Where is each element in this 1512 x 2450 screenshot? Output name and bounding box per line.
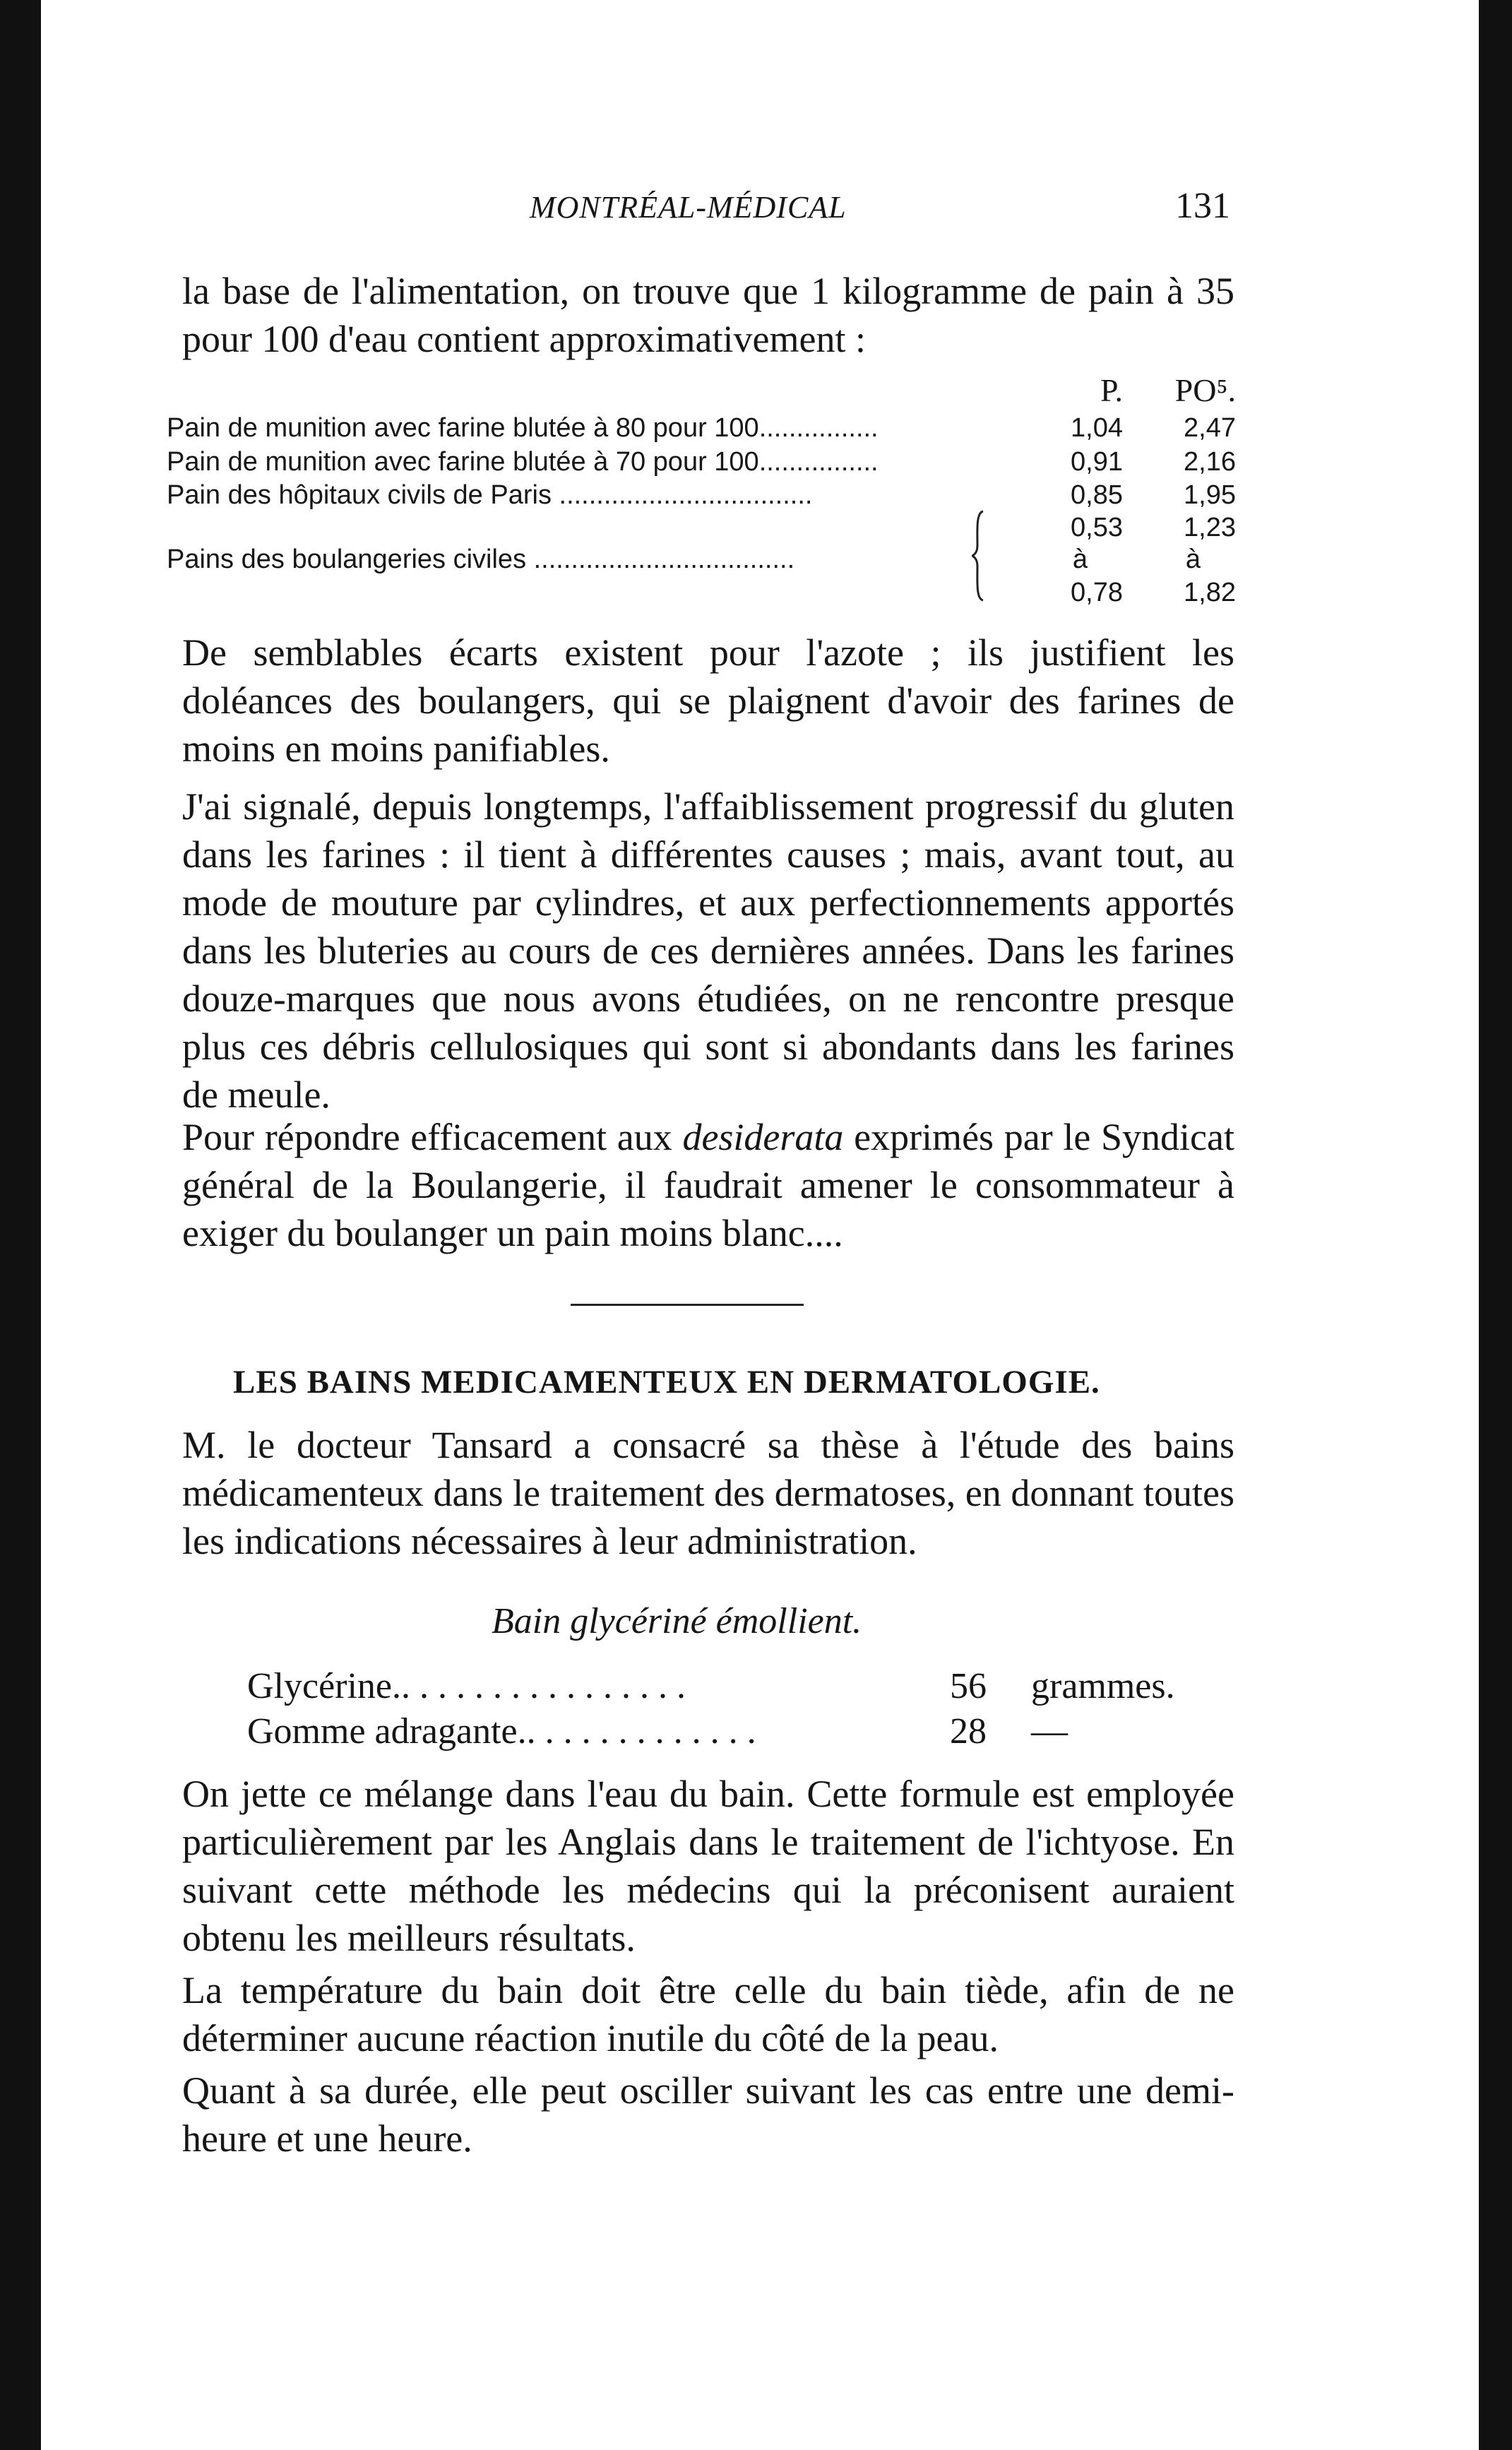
- paragraph-tansard: M. le docteur Tansard a consacré sa thèse à l'étude des bains médicamenteux dans le traitement des dermatoses, en donnant toutes les indications nécessaires à leur administration.: [182, 1424, 1234, 1562]
- paragraph-melange: On jette ce mélange dans l'eau du bain. Cette formule est employée particulièrement par les Anglais dans le traitement de l'ichtyose. En suivant cette méthode les médecins qui la préconisent auraient obtenu les meilleurs résultats.: [182, 1773, 1234, 1959]
- table-cell-p-sep: à: [1072, 545, 1088, 574]
- table-row-label: Pains des boulangeries civiles ...................................: [167, 545, 795, 574]
- paragraph-repondre: [182, 1113, 1234, 1257]
- section-divider: [571, 1304, 804, 1306]
- table-cell-p: 0,91: [1071, 447, 1123, 477]
- table-row-label: Pain de munition avec farine blutée à 80 pour 100................: [167, 413, 879, 443]
- column-header-po5: PO⁵.: [1174, 372, 1236, 408]
- table-cell-p-max: 0,78: [1071, 578, 1123, 607]
- paragraph-temperature: La température du bain doit être celle du bain tiède, afin de ne déterminer aucune réaction inutile du côté de la peau.: [182, 1969, 1234, 2059]
- paragraph-gluten: J'ai signalé, depuis longtemps, l'affaiblissement progressif du gluten dans les farines : il tient à différentes causes ; mais, avant tout, au mode de mouture par cylindres, et aux perfectionnements apportés dans les bluteries au cours de ces dernières années. Dans les farines douze-marques que nous avons étudiées, on ne rencontre presque plus ces débris cellulosiques qui sont si abondants dans les farines de meule.: [182, 785, 1234, 1116]
- table-cell-p: 1,04: [1071, 413, 1123, 443]
- table-row-label: Pain des hôpitaux civils de Paris ..................................: [167, 480, 813, 510]
- italic-term: desiderata: [682, 1116, 844, 1158]
- ingredient-quantity: 56: [950, 1666, 987, 1706]
- table-cell-po5: 2,47: [1184, 413, 1236, 443]
- table-cell-po5-min: 1,23: [1184, 513, 1236, 542]
- paragraph-intro: la base de l'alimentation, on trouve que 1 kilogramme de pain à 35 pour 100 d'eau contient approximativement :: [182, 270, 1234, 360]
- table-cell-po5-sep: à: [1185, 545, 1201, 574]
- running-head: MONTRÉAL-MÉDICAL: [530, 190, 847, 225]
- ingredient-name: Gomme adragante.. . . . . . . . . . . . .: [247, 1711, 756, 1752]
- recipe-title: Bain glycériné émollient.: [492, 1601, 862, 1641]
- paragraph-text: exprimés par le Syndicat général de la Boulangerie, il faudrait amener le consommateur à exiger du boulanger un pain moins blanc....: [182, 1116, 1234, 1254]
- column-header-p: P.: [1100, 372, 1123, 408]
- paragraph-azote: De semblables écarts existent pour l'azote ; ils justifient les doléances des boulangers, qui se plaignent d'avoir des farines de moins en moins panifiables.: [182, 631, 1234, 770]
- table-cell-p-min: 0,53: [1071, 513, 1123, 542]
- table-cell-po5: 2,16: [1184, 447, 1236, 477]
- ingredient-name: Glycérine.. . . . . . . . . . . . . . . .: [247, 1666, 686, 1706]
- paragraph-duree: Quant à sa durée, elle peut osciller suivant les cas entre une demi-heure et une heure.: [182, 2069, 1234, 2160]
- ingredient-unit: grammes.: [1031, 1666, 1175, 1706]
- page-number: 131: [1175, 186, 1230, 226]
- ingredient-quantity: 28: [950, 1711, 987, 1752]
- curly-brace-icon: [972, 510, 984, 602]
- paragraph-text: Pour répondre efficacement aux: [182, 1116, 683, 1158]
- table-cell-po5: 1,95: [1184, 480, 1236, 510]
- table-row-label: Pain de munition avec farine blutée à 70 pour 100................: [167, 447, 879, 477]
- section-title: LES BAINS MEDICAMENTEUX EN DERMATOLOGIE.: [233, 1364, 1100, 1401]
- table-cell-p: 0,85: [1071, 480, 1123, 510]
- ingredient-unit: —: [1031, 1711, 1068, 1752]
- table-cell-po5-max: 1,82: [1184, 578, 1236, 607]
